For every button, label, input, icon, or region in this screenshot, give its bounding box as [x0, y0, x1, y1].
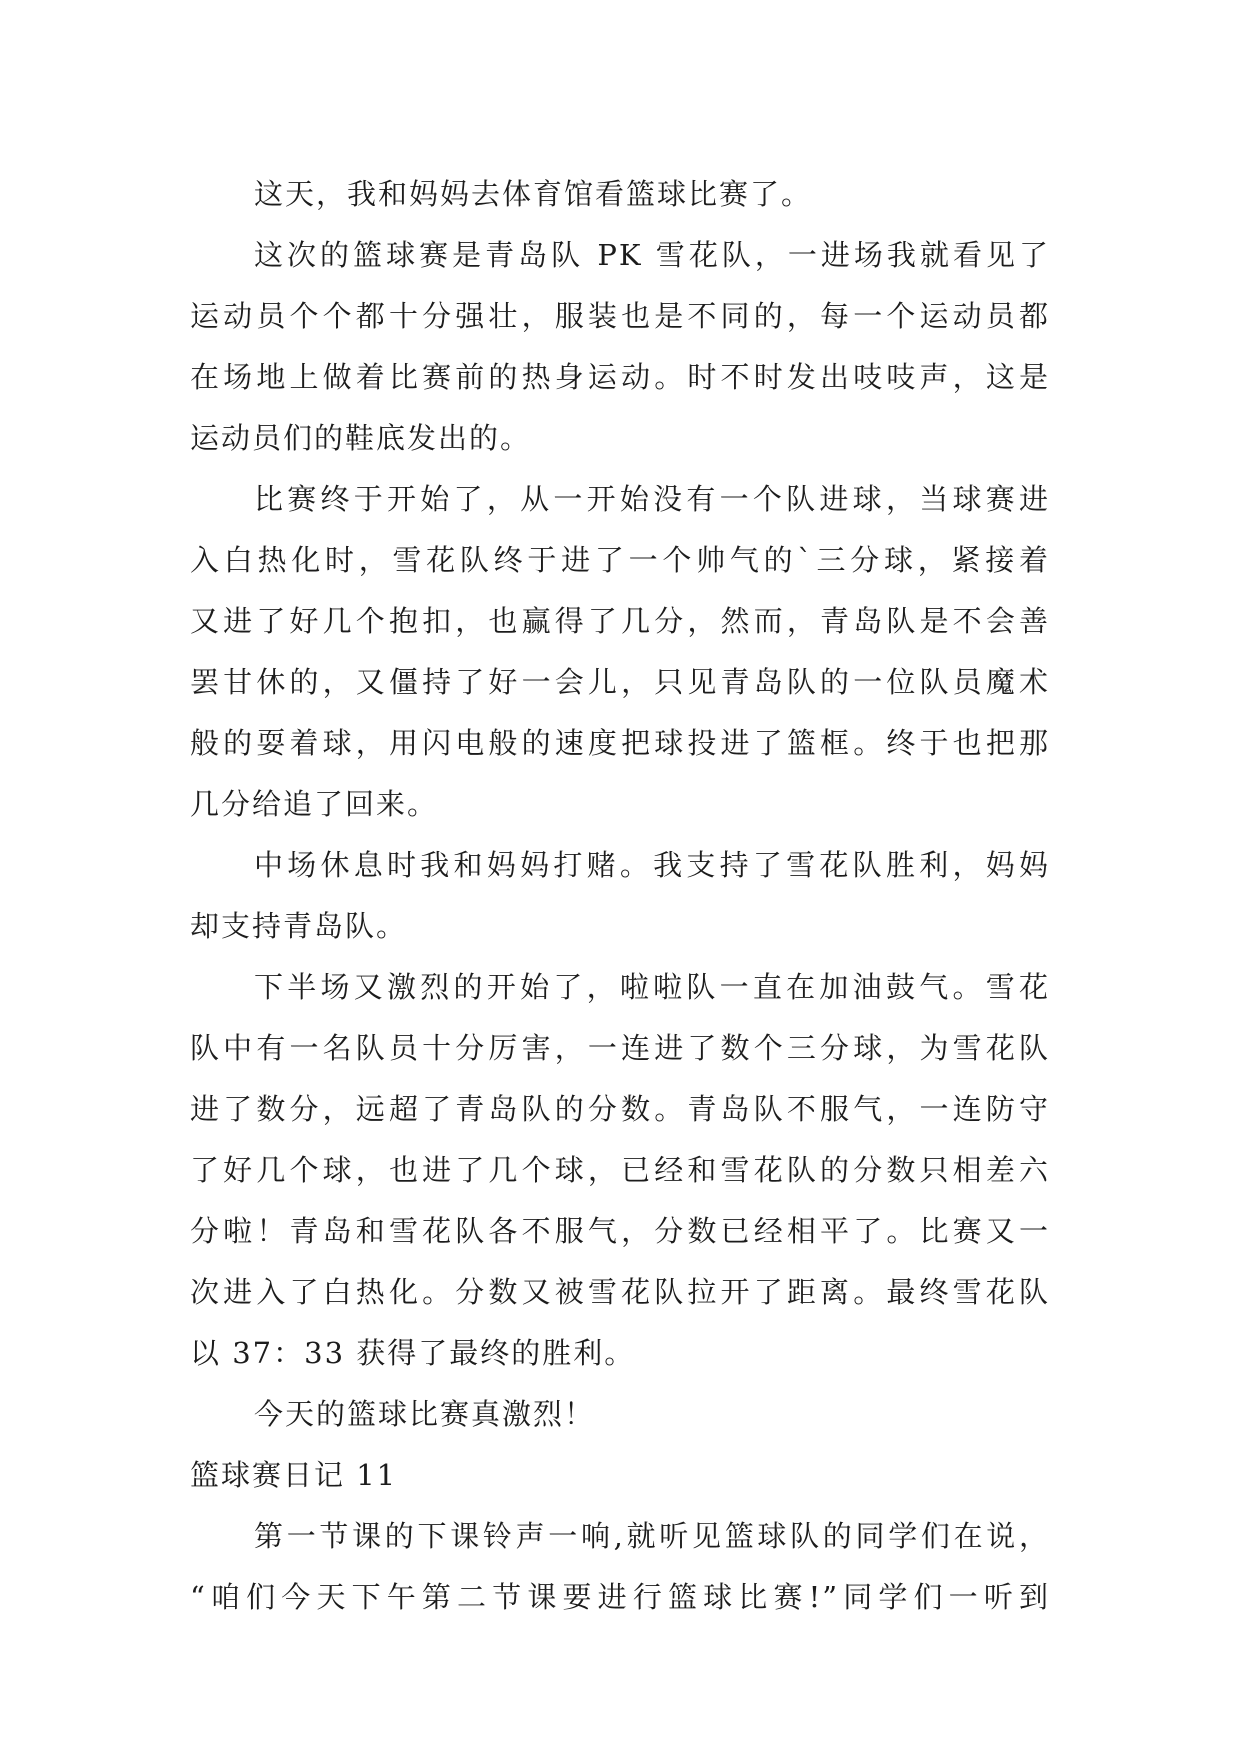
- text-line: 以 37：33 获得了最终的胜利。: [190, 1336, 636, 1370]
- text-line: 又进了好几个抱扣，也赢得了几分，然而，青岛队是不会善: [190, 604, 1050, 638]
- paragraph: [190, 835, 1050, 957]
- paragraph: [190, 164, 1050, 225]
- text-line: 运动员个个都十分强壮，服装也是不同的，每一个运动员都: [190, 299, 1050, 333]
- paragraph: [190, 1506, 1050, 1628]
- text-line: 第一节课的下课铃声一响,就听见篮球队的同学们在说，: [254, 1519, 1050, 1553]
- text-line: 比赛终于开始了，从一开始没有一个队进球，当球赛进: [254, 482, 1050, 516]
- text-line: 分啦！青岛和雪花队各不服气，分数已经相平了。比赛又一: [190, 1214, 1050, 1248]
- section-heading: 篮球赛日记 11: [190, 1458, 398, 1492]
- text-line: 下半场又激烈的开始了，啦啦队一直在加油鼓气。雪花: [254, 970, 1050, 1004]
- document-page: [190, 164, 1050, 1628]
- text-line: 在场地上做着比赛前的热身运动。时不时发出吱吱声，这是: [190, 360, 1050, 394]
- paragraph: [190, 469, 1050, 835]
- text-line: 了好几个球，也进了几个球，已经和雪花队的分数只相差六: [190, 1153, 1050, 1187]
- text-line: 这次的篮球赛是青岛队 PK 雪花队，一进场我就看见了: [254, 238, 1050, 272]
- text-line: “咱们今天下午第二节课要进行篮球比赛!”同学们一听到: [190, 1580, 1050, 1614]
- text-line: 几分给追了回来。: [190, 787, 439, 821]
- text-line: 队中有一名队员十分厉害，一连进了数个三分球，为雪花队: [190, 1031, 1050, 1065]
- text-line: 这天，我和妈妈去体育馆看篮球比赛了。: [254, 177, 813, 211]
- text-line: 进了数分，远超了青岛队的分数。青岛队不服气，一连防守: [190, 1092, 1050, 1126]
- paragraph: [190, 1384, 1050, 1445]
- paragraph: [190, 225, 1050, 469]
- text-line: 罢甘休的，又僵持了好一会儿，只见青岛队的一位队员魔术: [190, 665, 1050, 699]
- text-line: 运动员们的鞋底发出的。: [190, 421, 532, 455]
- text-line: 次进入了白热化。分数又被雪花队拉开了距离。最终雪花队: [190, 1275, 1050, 1309]
- paragraph: [190, 957, 1050, 1384]
- text-line: 却支持青岛队。: [190, 909, 408, 943]
- text-line: 般的耍着球，用闪电般的速度把球投进了篮框。终于也把那: [190, 726, 1050, 760]
- text-line: 中场休息时我和妈妈打赌。我支持了雪花队胜利，妈妈: [254, 848, 1050, 882]
- text-line: 今天的篮球比赛真激烈！: [254, 1397, 596, 1431]
- text-line: 入白热化时，雪花队终于进了一个帅气的`三分球，紧接着: [190, 543, 1050, 577]
